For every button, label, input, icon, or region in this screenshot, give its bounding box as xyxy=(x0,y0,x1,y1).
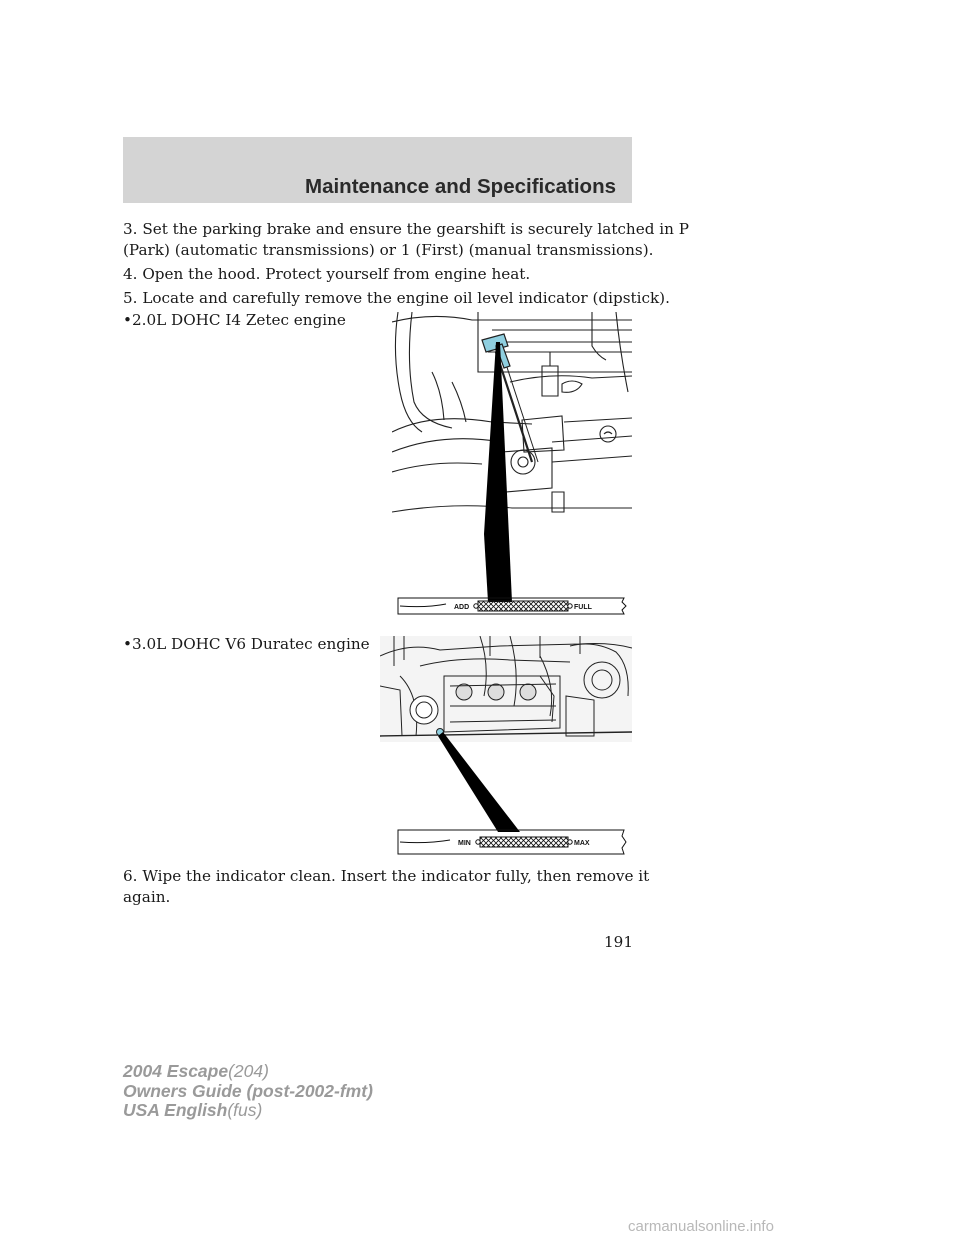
duratec-engine-illustration xyxy=(380,636,632,836)
gauge-label-min: MIN xyxy=(458,840,471,847)
zetec-dipstick-gauge xyxy=(396,594,628,618)
footer-language-code: (fus) xyxy=(227,1100,263,1120)
footer-language: USA English xyxy=(123,1100,228,1120)
section-title: Maintenance and Specifications xyxy=(305,175,616,198)
duratec-dipstick-gauge xyxy=(396,828,628,856)
zetec-engine-illustration xyxy=(392,312,632,622)
step-3-line-2: (Park) (automatic transmissions) or 1 (First) (manual transmissions). xyxy=(123,241,654,259)
gauge-label-add: ADD xyxy=(454,604,470,611)
gauge-label-full: FULL xyxy=(574,604,592,611)
gauge-label-max: MAX xyxy=(574,840,590,847)
footer-imprint xyxy=(123,1062,373,1121)
step-4: 4. Open the hood. Protect yourself from engine heat. xyxy=(123,265,531,283)
section-header-band xyxy=(123,137,632,203)
footer-model: 2004 Escape xyxy=(123,1061,229,1081)
footer-model-code: (204) xyxy=(228,1061,269,1081)
page-number: 191 xyxy=(604,933,633,951)
watermark: carmanualsonline.info xyxy=(628,1218,774,1235)
engine-label-duratec: •3.0L DOHC V6 Duratec engine xyxy=(123,635,370,653)
step-5: 5. Locate and carefully remove the engine oil level indicator (dipstick). xyxy=(123,289,670,307)
footer-guide: Owners Guide (post-2002-fmt) xyxy=(123,1080,373,1101)
step-3-line-1: 3. Set the parking brake and ensure the gearshift is securely latched in P xyxy=(123,220,689,238)
step-6-line-2: again. xyxy=(123,888,171,906)
step-6-line-1: 6. Wipe the indicator clean. Insert the indicator fully, then remove it xyxy=(123,867,650,885)
engine-label-zetec: •2.0L DOHC I4 Zetec engine xyxy=(123,311,346,329)
